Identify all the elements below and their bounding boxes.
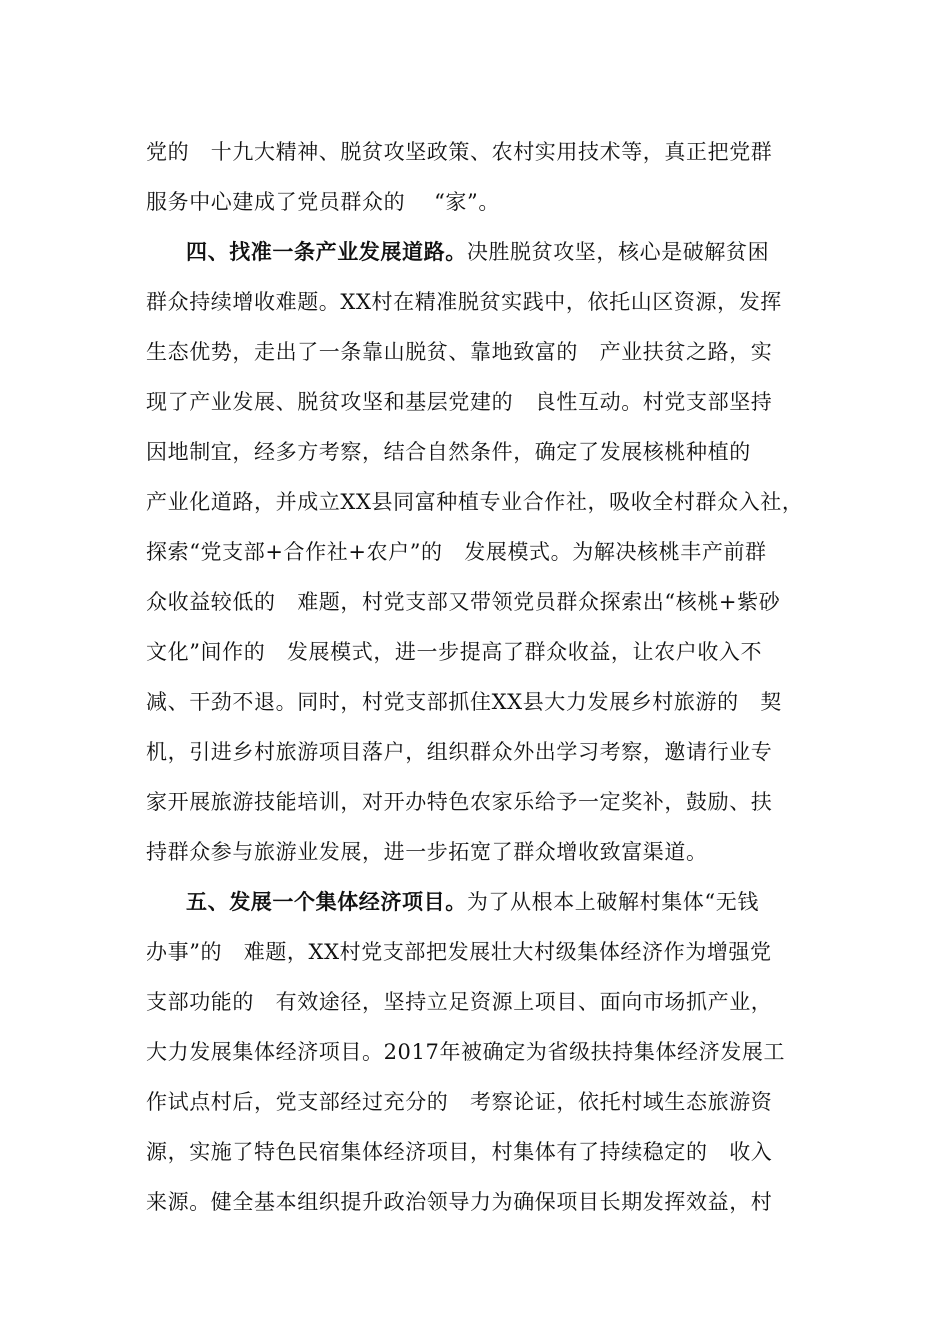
body-line: 机，引进乡村旅游项目落户，组织群众外出学习考察，邀请行业专: [146, 740, 773, 764]
body-line: 持群众参与旅游业发展，进一步拓宽了群众增收致富渠道。: [146, 840, 708, 864]
body-line: 办事”的 难题，XX村党支部把发展壮大村级集体经济作为增强党: [146, 940, 772, 964]
body-line: 众收益较低的 难题，村党支部又带领党员群众探索出“核桃+紫砂: [146, 590, 781, 614]
body-line: 家开展旅游技能培训，对开办特色农家乐给予一定奖补，鼓励、扶: [146, 790, 773, 814]
body-line: 作试点村后，党支部经过充分的 考察论证，依托村域生态旅游资: [146, 1090, 773, 1114]
section-heading-line: [186, 887, 759, 917]
body-line: 服务中心建成了党员群众的 “家”。: [146, 190, 500, 214]
body-line: 党的 十九大精神、脱贫攻坚政策、农村实用技术等，真正把党群: [146, 140, 773, 164]
body-line: 大力发展集体经济项目。2017年被确定为省级扶持集体经济发展工: [146, 1040, 786, 1064]
body-text: 决胜脱贫攻坚，核心是破解贫困: [466, 240, 770, 264]
body-text: 为了从根本上破解村集体“无钱: [466, 890, 759, 914]
section-heading-5: 五、发展一个集体经济项目。: [186, 889, 467, 914]
section-heading-4: 四、找准一条产业发展道路。: [186, 239, 467, 264]
body-line: 源，实施了特色民宿集体经济项目，村集体有了持续稳定的 收入: [146, 1140, 773, 1164]
body-line: 产业化道路，并成立XX县同富种植专业合作社，吸收全村群众入社，: [146, 490, 804, 514]
body-line: 群众持续增收难题。XX村在精准脱贫实践中，依托山区资源，发挥: [146, 290, 782, 314]
body-line: 生态优势，走出了一条靠山脱贫、靠地致富的 产业扶贫之路，实: [146, 340, 773, 364]
body-line: 探索“党支部+合作社+农户”的 发展模式。为解决核桃丰产前群: [146, 540, 767, 564]
section-heading-line: [186, 237, 769, 267]
body-line: 支部功能的 有效途径，坚持立足资源上项目、面向市场抓产业，: [146, 990, 773, 1014]
body-line: 文化”间作的 发展模式，进一步提高了群众收益，让农户收入不: [146, 640, 763, 664]
body-line: 减、干劲不退。同时，村党支部抓住XX县大力发展乡村旅游的 契: [146, 690, 782, 714]
body-line: 现了产业发展、脱贫攻坚和基层党建的 良性互动。村党支部坚持: [146, 390, 773, 414]
body-line: 因地制宜，经多方考察，结合自然条件，确定了发展核桃种植的: [146, 440, 751, 464]
body-line: 来源。健全基本组织提升政治领导力为确保项目长期发挥效益，村: [146, 1190, 773, 1214]
